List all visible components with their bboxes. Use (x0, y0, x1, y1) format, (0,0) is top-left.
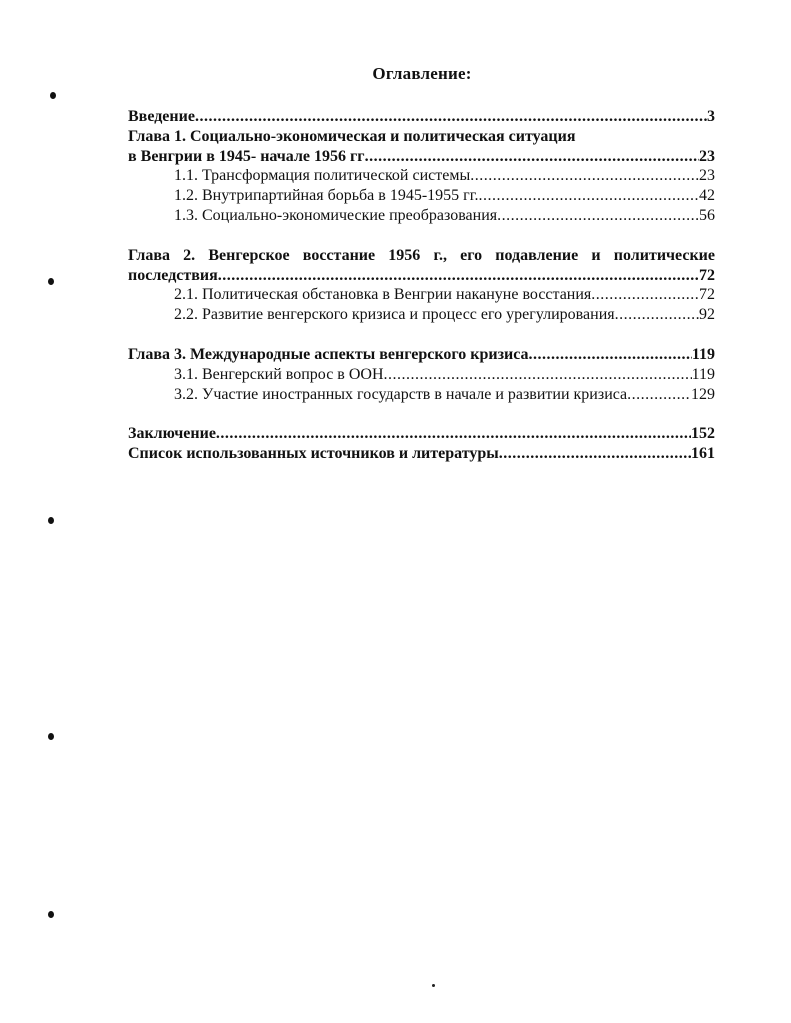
leader-dots (216, 424, 691, 444)
toc-entry-page: 72 (699, 286, 715, 304)
toc-entry-label: Введение (128, 108, 195, 125)
toc-entry-section-3-1 (128, 365, 715, 385)
scan-speck (432, 984, 435, 987)
toc-entry-chapter-3 (128, 345, 715, 365)
spacer (128, 404, 715, 424)
leader-dots (195, 107, 707, 127)
punch-hole-mark (48, 911, 54, 918)
punch-hole-mark (48, 517, 54, 524)
toc-title: Оглавление: (372, 64, 472, 83)
spacer (128, 226, 715, 246)
toc-entry-chapter-2-line-2 (128, 266, 715, 286)
punch-hole-mark (48, 733, 54, 740)
toc-entry-label: Глава 1. Социально-экономическая и политическая ситуация (128, 127, 576, 145)
toc-entry-label: Заключение (128, 425, 216, 443)
table-of-contents (128, 107, 715, 464)
toc-entry-bibliography (128, 444, 715, 464)
toc-entry-label: 3.1. Венгерский вопрос в ООН (174, 365, 384, 383)
toc-entry-label: 2.1. Политическая обстановка в Венгрии накануне восстания (174, 286, 592, 304)
toc-entry-label: 1.3. Социально-экономические преобразования (174, 206, 498, 224)
toc-entry-page: 3 (707, 108, 715, 125)
toc-entry-page: 129 (691, 385, 715, 403)
leader-dots (591, 285, 699, 305)
toc-entry-label: 3.2. Участие иностранных государств в начале и развитии кризиса (174, 385, 628, 403)
toc-entry-introduction (128, 107, 715, 127)
toc-entry-page: 119 (691, 365, 715, 383)
toc-entry-page: 152 (691, 425, 715, 443)
leader-dots (627, 385, 691, 405)
leader-dots (499, 444, 691, 464)
leader-dots (218, 266, 699, 286)
punch-hole-mark (48, 278, 54, 285)
toc-entry-chapter-1-line-1 (128, 127, 715, 147)
leader-dots (384, 365, 692, 385)
toc-entry-page: 23 (699, 147, 715, 165)
toc-entry-label: Глава 3. Международные аспекты венгерского кризиса (128, 345, 529, 363)
spacer (128, 325, 715, 345)
leader-dots (497, 206, 699, 226)
toc-entry-chapter-1-line-2 (128, 147, 715, 167)
toc-entry-page: 72 (699, 266, 715, 284)
toc-entry-label: Глава 2. Венгерское восстание 1956 г., его подавление и политические (128, 246, 715, 264)
toc-entry-label: последствия (128, 266, 218, 284)
toc-entry-chapter-2-line-1 (128, 246, 715, 266)
toc-entry-page: 56 (699, 206, 715, 224)
toc-entry-section-1-1 (128, 166, 715, 186)
leader-dots (529, 345, 692, 365)
toc-entry-label: 2.2. Развитие венгерского кризиса и процесс его урегулирования (174, 306, 615, 324)
toc-entry-page: 119 (691, 345, 715, 363)
leader-dots (615, 305, 699, 325)
toc-entry-label: 1.2. Внутрипартийная борьба в 1945-1955 гг. (174, 187, 479, 205)
toc-entry-label: в Венгрии в 1945- начале 1956 гг (128, 147, 365, 165)
toc-entry-label: Список использованных источников и литературы (128, 445, 499, 463)
leader-dots (365, 147, 699, 167)
toc-entry-page: 42 (699, 187, 715, 205)
toc-entry-page: 161 (691, 445, 715, 463)
toc-entry-section-1-3 (128, 206, 715, 226)
toc-entry-section-1-2 (128, 186, 715, 206)
toc-entry-section-2-1 (128, 285, 715, 305)
toc-entry-section-2-2 (128, 305, 715, 325)
leader-dots (478, 186, 699, 206)
toc-entry-conclusion (128, 424, 715, 444)
punch-hole-mark (50, 92, 56, 99)
toc-entry-section-3-2 (128, 385, 715, 405)
toc-entry-label: 1.1. Трансформация политической системы (174, 167, 471, 185)
leader-dots (470, 166, 699, 186)
toc-entry-page: 23 (699, 167, 715, 185)
toc-entry-page: 92 (699, 306, 715, 324)
